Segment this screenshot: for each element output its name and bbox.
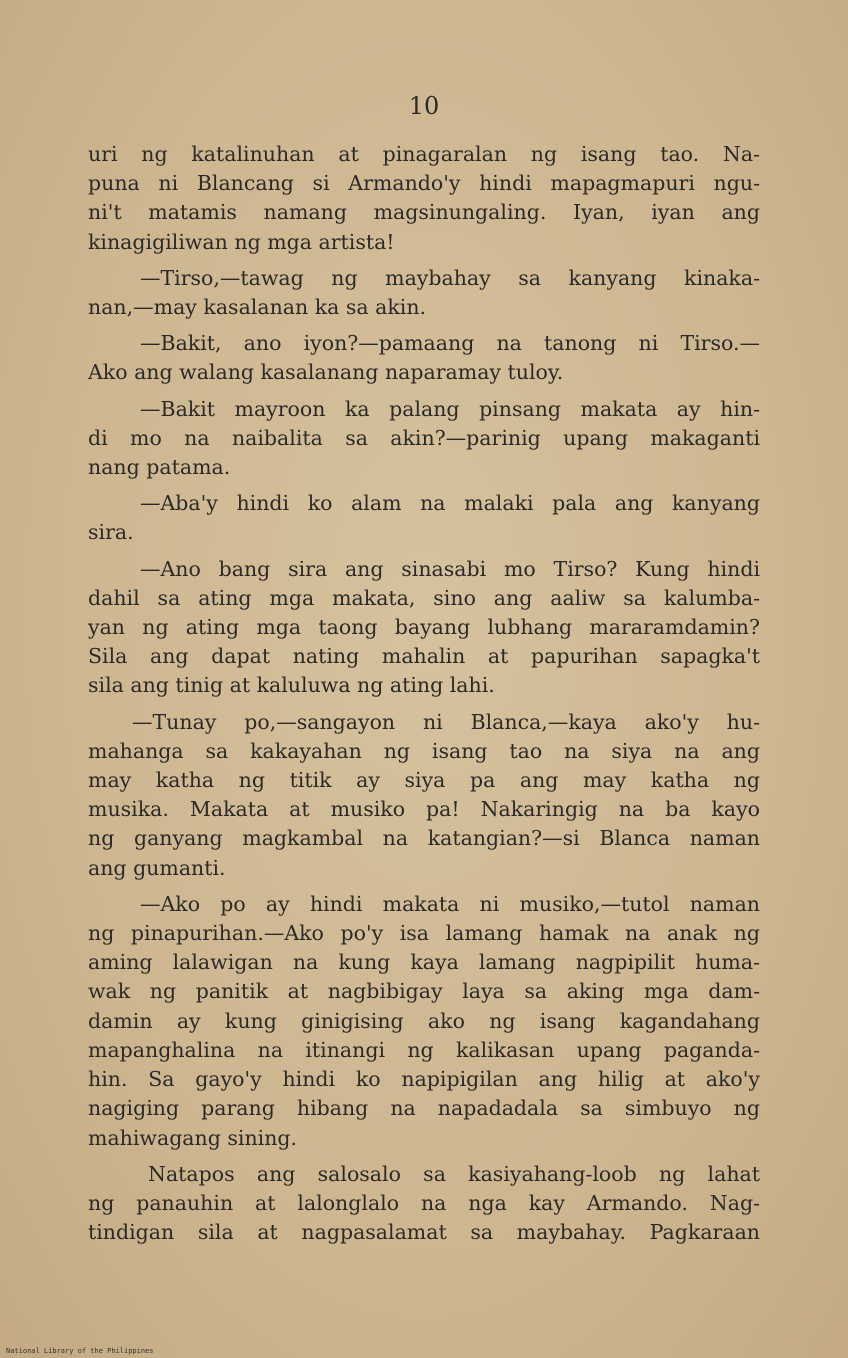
text-line: puna ni Blancang si Armando'y hindi mapagmapuri ngu- bbox=[88, 171, 760, 196]
paragraph bbox=[88, 890, 760, 1153]
text-line: ni't matamis namang magsinungaling. Iyan, iyan ang bbox=[88, 200, 760, 225]
text-line: may katha ng titik ay siya pa ang may katha ng bbox=[88, 768, 760, 793]
text-line: damin ay kung ginigising ako ng isang kagandahang bbox=[88, 1008, 760, 1033]
text-line: mahanga sa kakayahan ng isang tao na siya na ang bbox=[88, 738, 760, 763]
text-line: yan ng ating mga taong bayang lubhang mararamdamin? bbox=[88, 615, 760, 640]
text-line: —Aba'y hindi ko alam na malaki pala ang kanyang bbox=[140, 491, 760, 516]
text-line: —Bakit, ano iyon?—pamaang na tanong ni Tirso.— bbox=[140, 331, 760, 356]
text-line: hin. Sa gayo'y hindi ko napipigilan ang hilig at ako'y bbox=[88, 1067, 760, 1092]
text-line: ng ganyang magkambal na katangian?—si Blanca naman bbox=[88, 826, 760, 851]
text-line: nan,—may kasalanan ka sa akin. bbox=[88, 295, 427, 320]
text-line: Ako ang walang kasalanang naparamay tuloy. bbox=[88, 360, 564, 385]
text-line: wak ng panitik at nagbibigay laya sa aking mga dam- bbox=[88, 979, 760, 1004]
body-text bbox=[88, 140, 760, 1247]
text-line: ng pinapurihan.—Ako po'y isa lamang hamak na anak ng bbox=[88, 921, 760, 946]
text-line: aming lalawigan na kung kaya lamang nagpipilit huma- bbox=[88, 950, 760, 975]
text-line: —Ano bang sira ang sinasabi mo Tirso? Kung hindi bbox=[140, 556, 760, 581]
library-watermark: National Library of the Philippines bbox=[6, 1347, 154, 1355]
text-line: —Tirso,—tawag ng maybahay sa kanyang kinaka- bbox=[140, 265, 760, 290]
paragraph bbox=[88, 264, 760, 322]
text-line: dahil sa ating mga makata, sino ang aaliw sa kalumba- bbox=[88, 585, 760, 610]
text-line: —Ako po ay hindi makata ni musiko,—tutol naman bbox=[140, 891, 760, 916]
text-line: ng panauhin at lalonglalo na nga kay Armando. Nag- bbox=[88, 1190, 760, 1215]
text-line: uri ng katalinuhan at pinagaralan ng isang tao. Na- bbox=[88, 142, 760, 166]
text-line: sira. bbox=[88, 520, 134, 545]
paragraph bbox=[88, 555, 760, 701]
text-line: Sila ang dapat nating mahalin at papurihan sapagka't bbox=[88, 644, 760, 669]
text-line: mapanghalina na itinangi ng kalikasan upang paganda- bbox=[88, 1037, 760, 1062]
text-line: tindigan sila at nagpasalamat sa maybahay. Pagkaraan bbox=[88, 1220, 760, 1245]
text-line: kinagigiliwan ng mga artista! bbox=[88, 229, 395, 254]
text-line: Natapos ang salosalo sa kasiyahang-loob ng lahat bbox=[148, 1161, 760, 1186]
text-line: mahiwagang sining. bbox=[88, 1125, 298, 1150]
text-line: —Bakit mayroon ka palang pinsang makata ay hin- bbox=[140, 396, 760, 421]
paragraph bbox=[88, 1160, 760, 1248]
paragraph bbox=[88, 708, 760, 883]
paragraph bbox=[88, 395, 760, 483]
text-line: musika. Makata at musiko pa! Nakaringig na ba kayo bbox=[88, 797, 760, 822]
page-number: 10 bbox=[408, 92, 440, 120]
text-line: nang patama. bbox=[88, 455, 231, 480]
paragraph bbox=[88, 140, 760, 257]
text-line: ang gumanti. bbox=[88, 855, 226, 880]
paragraph bbox=[88, 489, 760, 547]
paragraph bbox=[88, 329, 760, 387]
text-line: nagiging parang hibang na napadadala sa simbuyo ng bbox=[88, 1096, 760, 1121]
text-line: —Tunay po,—sangayon ni Blanca,—kaya ako'y hu- bbox=[132, 709, 760, 734]
text-line: sila ang tinig at kaluluwa ng ating lahi. bbox=[88, 673, 495, 698]
text-line: di mo na naibalita sa akin?—parinig upang makaganti bbox=[88, 425, 760, 450]
